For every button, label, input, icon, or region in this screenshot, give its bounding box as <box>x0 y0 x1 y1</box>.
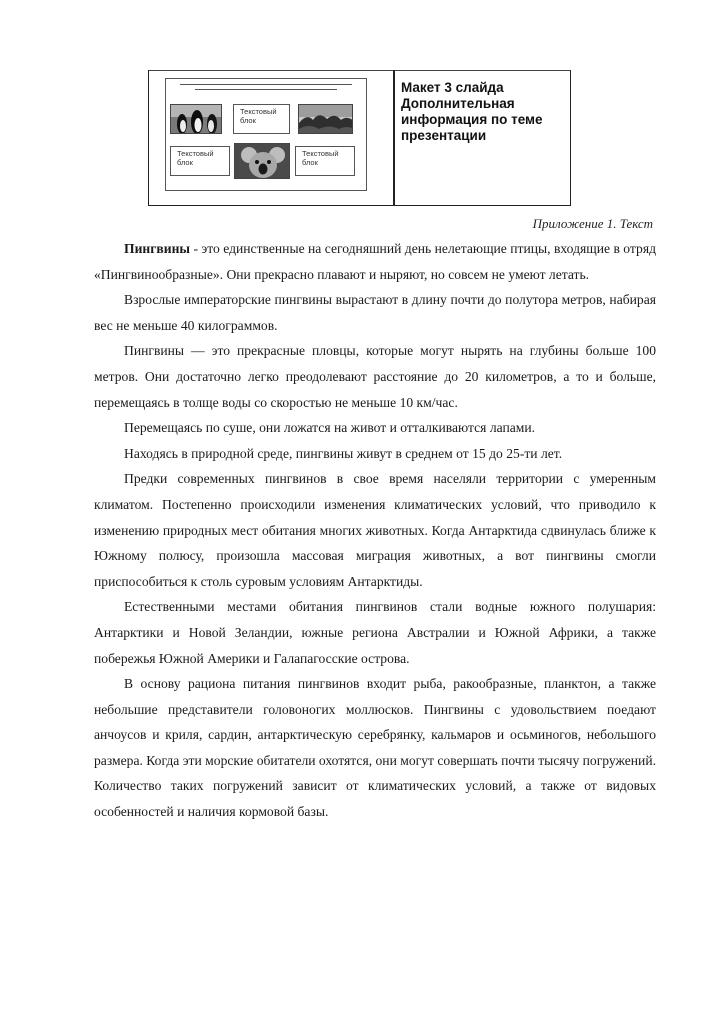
paragraph: Естественными местами обитания пингвинов стали водные южного полушария: Антарктики и Новой Зеландии, южные региона Австралии и Южной Африки, а также побережья Южной Америки и Галапагосские острова. <box>94 599 656 666</box>
paragraph: Взрослые императорские пингвины вырастают в длину почти до полутора метров, набирая вес не меньше 40 килограммов. <box>94 292 656 333</box>
text-block-3: Текстовый блок <box>295 146 355 176</box>
slide-title-line-2 <box>195 89 337 90</box>
table-column-divider <box>393 70 395 206</box>
paragraph: Предки современных пингвинов в свое время населяли территории с умеренным климатом. Постепенно происходили изменения климатических условий, что приводило к изменению природных мест обитания многих животных. Когда Антарктида сдвинулась ближе к Южному полюсу, произошла массовая миграция животных, а вот пингвины смогли приспособиться к столь суровым условиям Антарктиды. <box>94 471 656 589</box>
landscape-photo <box>298 104 353 134</box>
paragraph: Находясь в природной среде, пингвины живут в среднем от 15 до 25-ти лет. <box>124 445 563 461</box>
koala-photo <box>234 143 290 179</box>
slide-title-line-1 <box>180 84 352 85</box>
article-body <box>94 236 656 825</box>
paragraph-lead-term: Пингвины <box>124 241 191 256</box>
paragraph: Перемещаясь по суше, они ложатся на живот и отталкиваются лапами. <box>124 420 536 436</box>
paragraph: Пингвины - это единственные на сегодняшний день нелетающие птицы, входящие в отряд «Пингвинообразные». Они прекрасно плавают и ныряют, но совсем не умеют летать. <box>94 241 656 282</box>
text-block-1: Текстовый блок <box>233 104 290 134</box>
penguins-photo <box>170 104 222 134</box>
paragraph: В основу рациона питания пингвинов входит рыба, ракообразные, планктон, а также небольшие представители головоногих моллюсков. Пингвины с удовольствием поедают анчоусов и криля, сардин, антарктическую серебрянку, кальмаров и осьминогов, небольшого размера. Когда эти морские обитатели охотятся, они могут совершать почти тысячу погружений. Количество таких погружений зависит от климатических условий, а также от видовых особенностей и наличия кормовой базы. <box>94 676 656 820</box>
text-block-2: Текстовый блок <box>170 146 230 176</box>
appendix-label: Приложение 1. Текст <box>532 216 653 231</box>
slide-caption: Макет 3 слайда Дополнительная информация по теме презентации <box>401 80 543 143</box>
paragraph: Пингвины — это прекрасные пловцы, которые могут нырять на глубины больше 100 метров. Они достаточно легко преодолевают расстояние до 20 километров, а то и больше, перемещаясь в толще воды со скоростью не меньше 10 км/час. <box>94 343 656 410</box>
